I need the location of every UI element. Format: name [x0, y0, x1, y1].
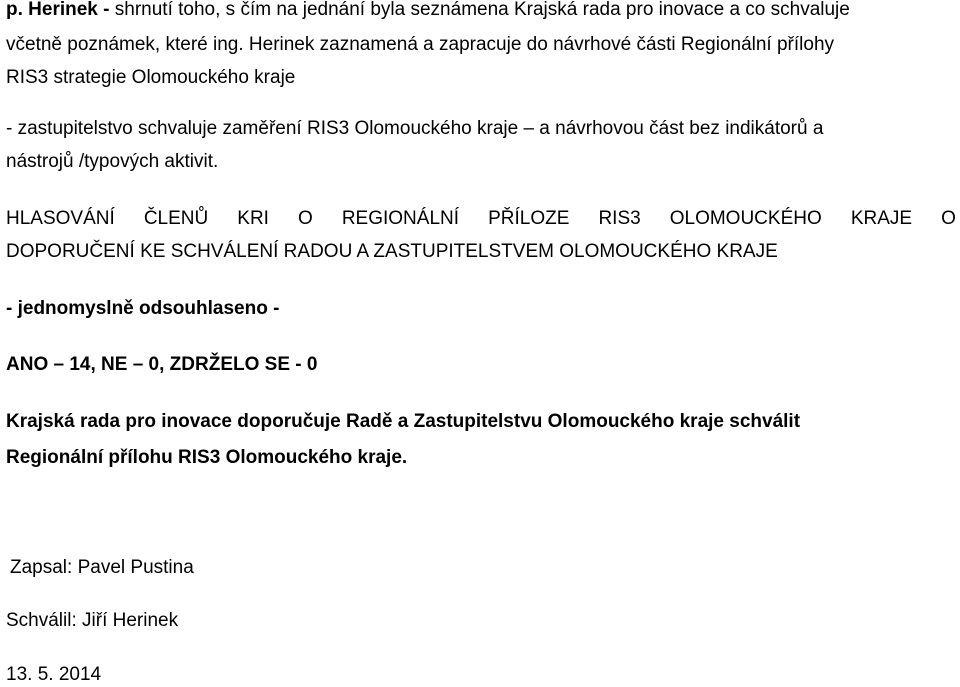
vote-heading-word: KRAJE: [850, 208, 913, 229]
vote-heading-word: RIS3: [598, 208, 641, 229]
resolution-line-2: nástrojů /typových aktivit.: [6, 151, 219, 172]
recommendation-line-1: Krajská rada pro inovace doporučuje Radě a Zastupitelstvu Olomouckého kraje schválit: [6, 411, 801, 432]
vote-counts: ANO – 14, NE – 0, ZDRŽELO SE - 0: [6, 354, 318, 375]
item-p-line-1-text: shrnutí toho, s čím na jednání byla seznámena Krajská rada pro inovace a co schvaluje: [109, 0, 850, 20]
vote-heading-word: REGIONÁLNÍ: [341, 208, 460, 229]
vote-result: - jednomyslně odsouhlaseno -: [6, 298, 280, 319]
resolution-line-1: - zastupitelstvo schvaluje zaměření RIS3 Olomouckého kraje – a návrhovou část bez indikátorů a: [6, 118, 824, 139]
vote-heading-word: O: [941, 208, 956, 229]
approved-by: Schválil: Jiří Herinek: [6, 610, 179, 631]
vote-heading-word: O: [298, 208, 313, 229]
item-p-label: p. Herinek -: [6, 0, 110, 20]
vote-heading-word: HLASOVÁNÍ: [6, 208, 115, 229]
vote-heading-word: ČLENŮ: [143, 208, 209, 229]
recorded-by: Zapsal: Pavel Pustina: [10, 557, 194, 578]
vote-heading-word: PŘÍLOZE: [488, 208, 570, 229]
document-date: 13. 5. 2014: [6, 664, 102, 685]
vote-heading-line-2: DOPORUČENÍ KE SCHVÁLENÍ RADOU A ZASTUPITELSTVEM OLOMOUCKÉHO KRAJE: [6, 241, 778, 262]
recommendation-line-2: Regionální přílohu RIS3 Olomouckého kraje.: [6, 447, 408, 468]
vote-heading-word: OLOMOUCKÉHO: [669, 208, 822, 229]
vote-heading-line-1: [6, 207, 956, 231]
item-p-line-1: [6, 0, 850, 22]
vote-heading-word: KRI: [237, 208, 269, 229]
item-p-line-2: včetně poznámek, které ing. Herinek zaznamená a zapracuje do návrhové části Regionální přílohy: [6, 34, 835, 55]
item-p-line-3: RIS3 strategie Olomouckého kraje: [6, 67, 296, 88]
